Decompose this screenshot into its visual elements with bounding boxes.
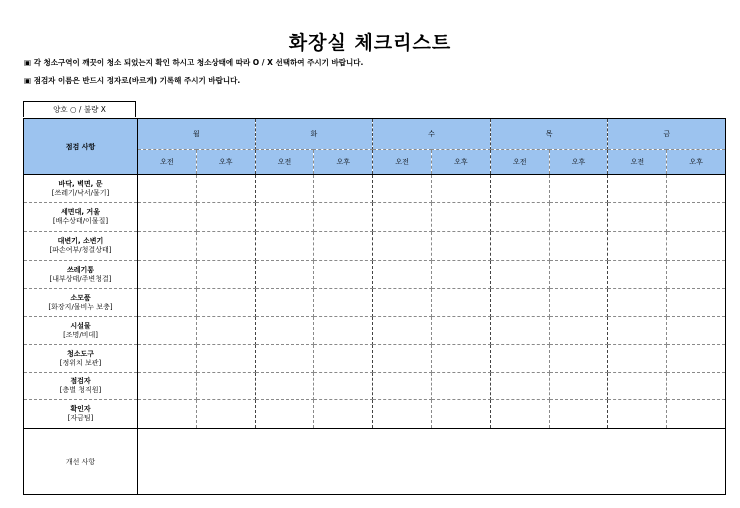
check-cell[interactable] [608,232,667,261]
row-label [24,373,138,400]
check-cell[interactable] [608,373,667,400]
table-row [24,203,726,232]
item-header: 점검 사항 [24,119,138,175]
check-cell[interactable] [196,317,255,345]
check-cell[interactable] [432,345,491,373]
check-cell[interactable] [490,289,549,317]
check-cell[interactable] [373,345,432,373]
row-item-detail: [정위치 보관] [59,358,102,367]
day-header-mon: 월 [138,119,256,150]
am-header: 오전 [373,150,432,175]
check-cell[interactable] [549,317,608,345]
check-cell[interactable] [314,317,373,345]
pm-header: 오후 [196,150,255,175]
check-cell[interactable] [255,261,314,289]
day-header-thu: 목 [490,119,608,150]
row-item-name: 확인자 [70,405,91,414]
row-item-detail: [내부상태/주변청결] [49,274,112,283]
check-cell[interactable] [608,345,667,373]
check-cell[interactable] [549,289,608,317]
check-cell[interactable] [314,175,373,203]
check-cell[interactable] [490,261,549,289]
row-item-detail: [배수상태/이물질] [52,217,109,225]
row-item-name: 쓰레기통 [66,265,95,274]
check-cell[interactable] [138,400,197,429]
check-cell[interactable] [667,317,726,345]
check-cell[interactable] [490,232,549,261]
check-cell[interactable] [196,175,255,203]
check-cell[interactable] [608,261,667,289]
check-cell[interactable] [667,345,726,373]
row-item-name: 점검자 [70,377,91,386]
row-item-name: 소모품 [70,293,91,302]
check-cell[interactable] [549,203,608,232]
check-cell[interactable] [667,400,726,429]
row-item-name: 바닥, 벽면, 문 [58,179,103,188]
remarks-label: 개선 사항 [24,429,138,495]
check-cell[interactable] [373,373,432,400]
am-header: 오전 [255,150,314,175]
row-item-detail: [파손여부/청결상태] [49,246,112,254]
check-cell[interactable] [373,317,432,345]
check-cell[interactable] [255,373,314,400]
row-item-name: 시설물 [70,321,91,330]
check-cell[interactable] [432,373,491,400]
check-cell[interactable] [255,289,314,317]
table-row [24,373,726,400]
instruction-note-2: ▣ 점검자 이름은 반드시 정자로(바르게) 기록해 주시기 바랍니다. [24,76,241,85]
remarks-row [24,429,726,495]
row-label [24,203,138,232]
check-cell[interactable] [608,175,667,203]
table-row [24,400,726,429]
check-cell[interactable] [608,317,667,345]
row-label [24,400,138,429]
day-header-fri: 금 [608,119,726,150]
check-cell[interactable] [667,203,726,232]
am-header: 오전 [608,150,667,175]
remarks-field[interactable] [138,429,726,495]
row-label [24,289,138,317]
row-label [24,232,138,261]
check-cell[interactable] [490,373,549,400]
check-cell[interactable] [432,400,491,429]
check-cell[interactable] [549,175,608,203]
table-row [24,317,726,345]
page-title: 화장실 체크리스트 [288,32,452,54]
row-item-name: 세면대, 거울 [61,208,100,217]
am-header: 오전 [138,150,197,175]
checklist-table [23,118,726,495]
check-cell[interactable] [255,317,314,345]
table-row [24,232,726,261]
check-cell[interactable] [138,345,197,373]
check-cell[interactable] [549,261,608,289]
day-header-wed: 수 [373,119,491,150]
check-cell[interactable] [255,345,314,373]
check-cell[interactable] [432,261,491,289]
check-cell[interactable] [549,232,608,261]
check-cell[interactable] [373,261,432,289]
check-cell[interactable] [196,400,255,429]
check-cell[interactable] [196,289,255,317]
row-label [24,345,138,373]
check-cell[interactable] [138,232,197,261]
check-cell[interactable] [667,175,726,203]
check-cell[interactable] [667,289,726,317]
check-cell[interactable] [490,345,549,373]
check-cell[interactable] [314,261,373,289]
check-cell[interactable] [138,261,197,289]
check-cell[interactable] [490,203,549,232]
check-cell[interactable] [432,232,491,261]
check-cell[interactable] [608,400,667,429]
check-cell[interactable] [490,175,549,203]
row-item-detail: [쓰레기/낙서/물기] [51,188,110,197]
table-row [24,175,726,203]
row-item-detail: [자금팀] [67,414,94,422]
header-row-days [24,119,726,150]
check-cell[interactable] [255,175,314,203]
check-cell[interactable] [549,373,608,400]
check-cell[interactable] [373,203,432,232]
pm-header: 오후 [432,150,491,175]
check-cell[interactable] [314,203,373,232]
check-cell[interactable] [490,400,549,429]
day-header-tue: 화 [255,119,373,150]
check-cell[interactable] [314,289,373,317]
check-cell[interactable] [255,232,314,261]
row-item-detail: [화장지/물비누 보충] [48,302,113,311]
check-cell[interactable] [138,289,197,317]
row-label [24,175,138,203]
check-cell[interactable] [432,289,491,317]
check-cell[interactable] [608,289,667,317]
check-cell[interactable] [373,232,432,261]
check-cell[interactable] [255,203,314,232]
row-item-detail: [층별 청직원] [59,386,102,394]
pm-header: 오후 [549,150,608,175]
check-cell[interactable] [196,373,255,400]
check-cell[interactable] [314,373,373,400]
check-cell[interactable] [196,345,255,373]
check-cell[interactable] [255,400,314,429]
check-cell[interactable] [138,317,197,345]
check-cell[interactable] [314,345,373,373]
row-label [24,261,138,289]
check-cell[interactable] [432,175,491,203]
check-cell[interactable] [549,400,608,429]
row-item-detail: [조명/비데] [63,330,98,339]
check-cell[interactable] [373,289,432,317]
row-item-name: 대변기, 소변기 [57,237,104,246]
check-cell[interactable] [196,232,255,261]
row-item-name: 청소도구 [66,349,95,358]
check-cell[interactable] [138,373,197,400]
check-cell[interactable] [490,317,549,345]
check-cell[interactable] [196,203,255,232]
pm-header: 오후 [667,150,726,175]
table-row [24,345,726,373]
table-row [24,289,726,317]
check-cell[interactable] [373,175,432,203]
check-cell[interactable] [196,261,255,289]
check-cell[interactable] [314,232,373,261]
table-row [24,261,726,289]
pm-header: 오후 [314,150,373,175]
check-cell[interactable] [314,400,373,429]
check-cell[interactable] [138,175,197,203]
instruction-note-1: ▣ 각 청소구역이 깨끗이 청소 되었는지 확인 하시고 청소상태에 따라 O / X 선택하여 주시기 바랍니다. [24,58,364,67]
check-cell[interactable] [667,373,726,400]
check-cell[interactable] [432,203,491,232]
check-cell[interactable] [667,261,726,289]
am-header: 오전 [490,150,549,175]
row-label [24,317,138,345]
check-cell[interactable] [138,203,197,232]
legend-box: 양호 ○ / 불량 X [23,101,136,117]
check-cell[interactable] [667,232,726,261]
check-cell[interactable] [549,345,608,373]
check-cell[interactable] [373,400,432,429]
check-cell[interactable] [608,203,667,232]
check-cell[interactable] [432,317,491,345]
